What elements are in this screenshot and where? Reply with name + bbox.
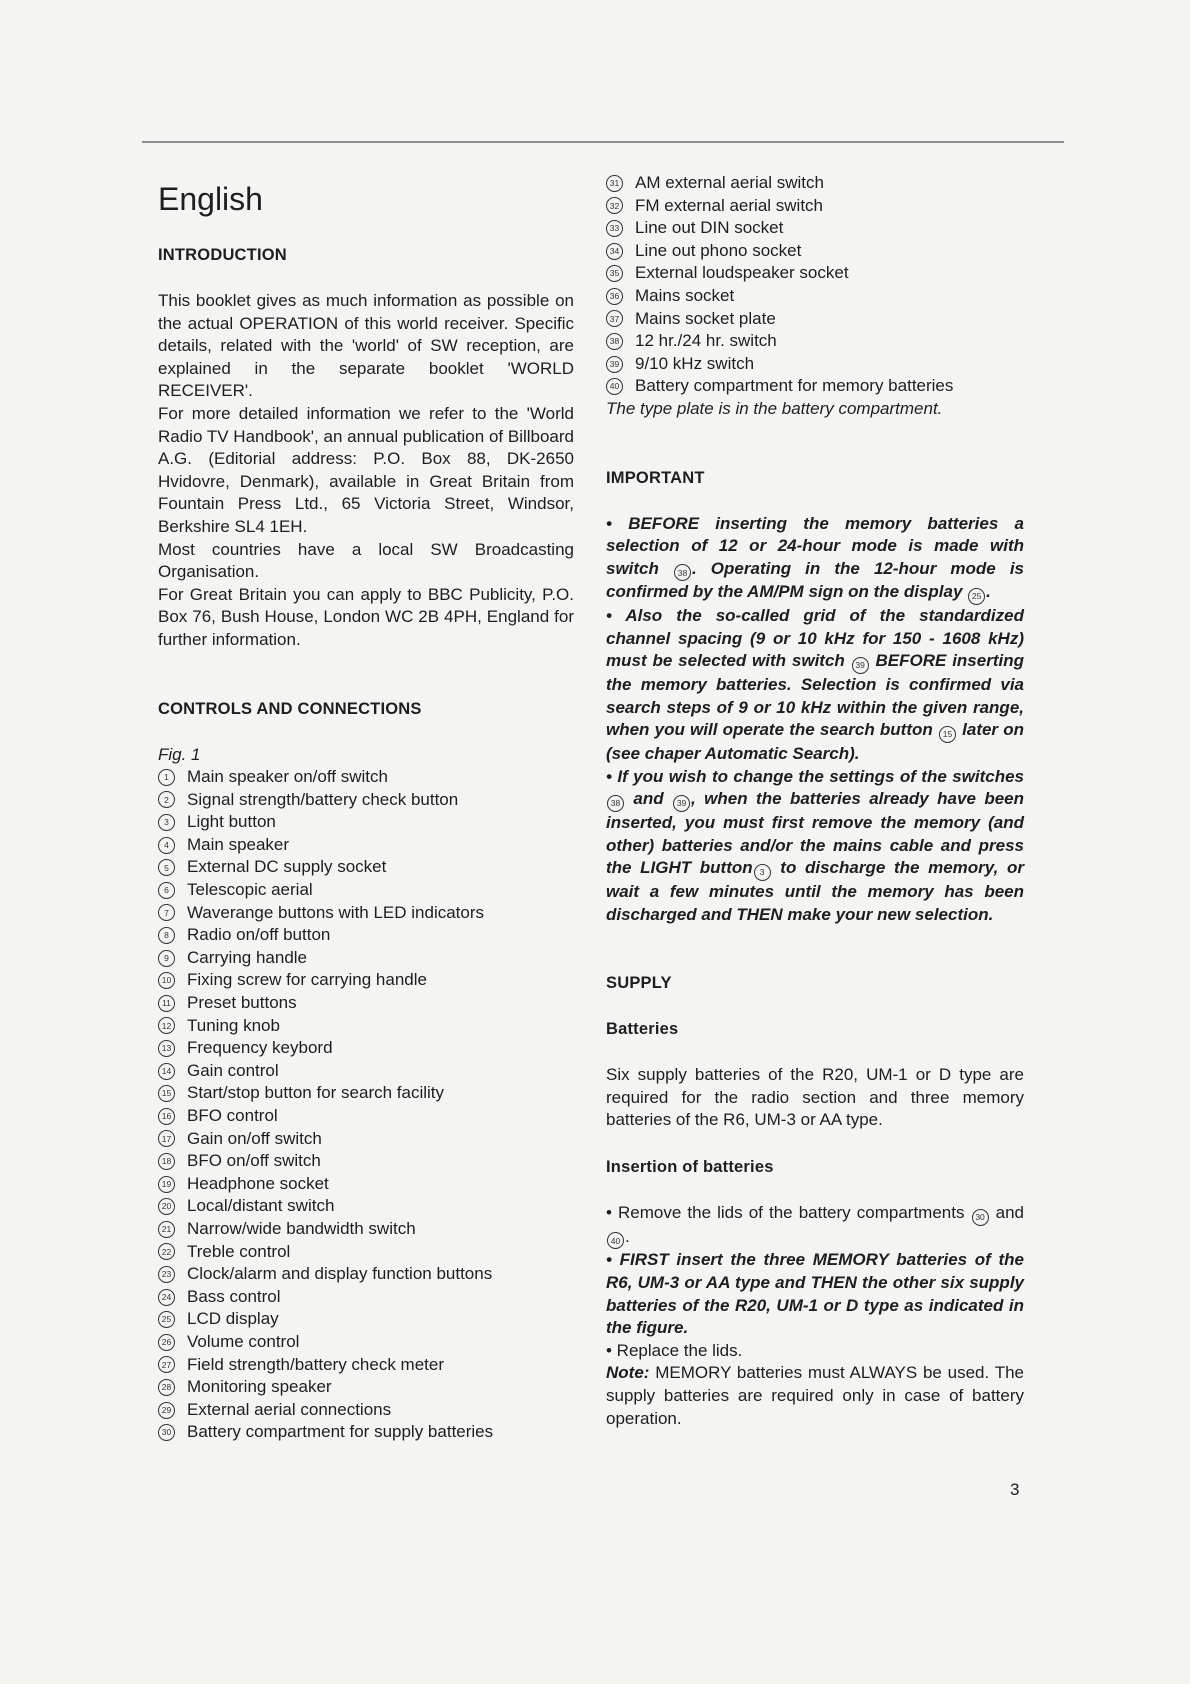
item-number: 14: [158, 1063, 175, 1080]
item-label: Gain on/off switch: [187, 1128, 322, 1148]
control-item: [158, 1331, 574, 1354]
item-number: 11: [158, 995, 175, 1012]
important-paragraph: • If you wish to change the settings of the switches 38 and 39 , when the batteries already have been inserted, you must first remove the memory (and other) batteries and/or the mains cable and press the LIGHT button 3 to discharge the memory, or wait a few minutes until the memory has been discharged and THEN make your new selection.: [606, 766, 1024, 924]
item-number: 38: [606, 333, 623, 350]
item-label: AM external aerial switch: [635, 173, 824, 192]
item-number: 36: [606, 288, 623, 305]
control-item: [158, 834, 574, 857]
fig-label: Fig. 1: [158, 744, 201, 764]
intro-paragraph: For more detailed information we refer to the 'World Radio TV Handbook', an annual publication of Billboard A.G. (Editorial address: P.O. Box 88, DK-2650 Hvidovre, Denmark), available in Great Britain from Fountain Press Ltd., 65 Victoria Street, Windsor, Berkshire SL4 1EH.: [158, 403, 574, 536]
item-number: 13: [158, 1040, 175, 1057]
control-item: [158, 766, 574, 789]
item-number: 33: [606, 220, 623, 237]
item-number: 21: [158, 1221, 175, 1238]
control-item: [158, 856, 574, 879]
control-item: [606, 262, 1024, 285]
intro-paragraph: This booklet gives as much information as possible on the actual OPERATION of this world receiver. Specific details, related with the 'world' of SW reception, are explained in the separate booklet 'WORLD RECEIVER'.: [158, 291, 574, 401]
intro-paragraph: Most countries have a local SW Broadcasting Organisation.: [158, 539, 574, 582]
control-item: [158, 879, 574, 902]
control-item: [158, 1308, 574, 1331]
insertion-step: • Remove the lids of the battery compartments 30 and 40 .: [606, 1202, 1024, 1250]
item-number: 9: [158, 950, 175, 967]
item-number: 26: [158, 1334, 175, 1351]
item-number: 35: [606, 265, 623, 282]
item-label: Main speaker on/off switch: [187, 767, 388, 787]
control-item: [158, 1150, 574, 1173]
control-item: [158, 1060, 574, 1083]
item-number: 30: [158, 1424, 175, 1441]
insertion-step: • FIRST insert the three MEMORY batteries of the R6, UM-3 or AA type and THEN the other six supply batteries of the R20, UM-1 or D type as indicated in the figure.: [606, 1250, 1024, 1338]
item-number: 16: [158, 1108, 175, 1125]
item-number: 18: [158, 1153, 175, 1170]
control-item: [606, 330, 1024, 353]
item-label: 9/10 kHz switch: [635, 353, 755, 373]
item-label: Gain control: [187, 1060, 279, 1080]
item-label: Tuning knob: [187, 1015, 280, 1035]
item-label: Signal strength/battery check button: [187, 789, 459, 809]
item-label: Fixing screw for carrying handle: [187, 970, 427, 990]
item-number: 10: [158, 972, 175, 989]
item-label: Start/stop button for search facility: [187, 1083, 445, 1103]
item-number: 6: [158, 882, 175, 899]
control-item: [158, 924, 574, 947]
right-column: [606, 172, 1024, 1430]
item-number: 8: [158, 927, 175, 944]
item-number: 2: [158, 791, 175, 808]
item-label: Frequency keybord: [187, 1038, 333, 1058]
item-label: Volume control: [187, 1331, 300, 1351]
item-number: 37: [606, 310, 623, 327]
important-paragraph: • Also the so-called grid of the standardized channel spacing (9 or 10 kHz for 150 - 1608 kHz) must be selected with switch 39 BEFORE inserting the memory batteries. Selection is confirmed via search steps of 9 or 10 kHz within the given range, when you will operate the search button 15 later on (see chaper Automatic Search).: [606, 606, 1025, 764]
control-item: [158, 902, 574, 925]
control-item: [606, 240, 1024, 263]
controls-heading: CONTROLS AND CONNECTIONS: [158, 699, 422, 718]
control-item: [158, 1105, 574, 1128]
item-label: Battery compartment for memory batteries: [635, 376, 954, 396]
item-label: Preset buttons: [187, 993, 297, 1013]
control-item: [158, 1399, 574, 1422]
control-item: [606, 375, 1024, 398]
item-label: Carrying handle: [187, 947, 308, 967]
important-heading: IMPORTANT: [606, 468, 705, 487]
batteries-text: Six supply batteries of the R20, UM-1 or D type are required for the radio section and three memory batteries of the R6, UM-3 or AA type.: [606, 1065, 1024, 1130]
item-label: Local/distant switch: [187, 1196, 335, 1216]
item-label: Mains socket: [635, 285, 735, 305]
item-label: Clock/alarm and display function buttons: [187, 1264, 493, 1284]
item-number: 39: [606, 356, 623, 373]
item-label: Field strength/battery check meter: [187, 1354, 445, 1374]
control-item: [606, 217, 1024, 240]
item-label: External DC supply socket: [187, 857, 387, 877]
item-number: 15: [158, 1085, 175, 1102]
control-item: [158, 789, 574, 812]
important-paragraph: • BEFORE inserting the memory batteries a selection of 12 or 24-hour mode is made with switch 38 . Operating in the 12-hour mode is confirmed by the AM/PM sign on the display 25 .: [606, 513, 1024, 606]
item-number: 23: [158, 1266, 175, 1283]
type-plate-note: The type plate is in the battery compartment.: [606, 398, 943, 418]
control-item: [158, 1173, 574, 1196]
item-number: 4: [158, 837, 175, 854]
item-label: Line out DIN socket: [635, 218, 784, 238]
batteries-heading: Batteries: [606, 1020, 679, 1039]
control-item: [158, 811, 574, 834]
control-item: [606, 353, 1024, 376]
item-number: 29: [158, 1402, 175, 1419]
item-number: 3: [158, 814, 175, 831]
insertion-heading: Insertion of batteries: [606, 1157, 774, 1176]
control-item: [606, 195, 1024, 218]
supply-heading: SUPPLY: [606, 974, 672, 993]
item-label: Main speaker: [187, 834, 290, 854]
control-item: [158, 1241, 574, 1264]
introduction-heading: INTRODUCTION: [158, 246, 287, 264]
item-label: Monitoring speaker: [187, 1377, 332, 1397]
item-label: Radio on/off button: [187, 925, 331, 945]
item-number: 20: [158, 1198, 175, 1215]
item-label: FM external aerial switch: [635, 195, 824, 215]
control-item: [606, 172, 1024, 195]
control-item: [158, 1195, 574, 1218]
control-item: [158, 1354, 574, 1377]
control-item: [158, 1263, 574, 1286]
item-label: Bass control: [187, 1286, 281, 1306]
item-number: 17: [158, 1130, 175, 1147]
item-number: 5: [158, 859, 175, 876]
item-number: 24: [158, 1289, 175, 1306]
control-item: [158, 1082, 574, 1105]
control-item: [158, 1015, 574, 1038]
control-item: [606, 285, 1024, 308]
item-number: 25: [158, 1311, 175, 1328]
item-number: 22: [158, 1243, 175, 1260]
item-label: Waverange buttons with LED indicators: [187, 902, 485, 922]
control-item: [158, 992, 574, 1015]
note-paragraph: Note: MEMORY batteries must ALWAYS be used. The supply batteries are required only in case of battery operation.: [606, 1363, 1024, 1428]
insertion-step: • Replace the lids.: [606, 1340, 743, 1360]
item-label: External loudspeaker socket: [635, 263, 849, 283]
intro-paragraph: For Great Britain you can apply to BBC Publicity, P.O. Box 76, Bush House, London WC 2B 4PH, England for further information.: [158, 584, 574, 649]
control-item: [158, 1128, 574, 1151]
item-label: External aerial connections: [187, 1399, 392, 1419]
item-number: 31: [606, 175, 623, 192]
controls-list-continued: [606, 172, 1024, 398]
item-label: Light button: [187, 812, 276, 832]
item-label: LCD display: [187, 1309, 279, 1329]
important-block: [606, 513, 1024, 927]
item-label: Battery compartment for supply batteries: [187, 1422, 494, 1442]
item-number: 7: [158, 904, 175, 921]
item-label: BFO on/off switch: [187, 1151, 321, 1171]
item-label: Headphone socket: [187, 1173, 329, 1193]
item-label: 12 hr./24 hr. switch: [635, 331, 777, 351]
item-number: 27: [158, 1356, 175, 1373]
control-item: [158, 1421, 574, 1444]
item-label: Line out phono socket: [635, 240, 802, 260]
item-number: 40: [606, 378, 623, 395]
item-label: BFO control: [187, 1106, 278, 1125]
left-column: [158, 172, 574, 1444]
item-label: Telescopic aerial: [187, 880, 313, 900]
item-number: 12: [158, 1017, 175, 1034]
control-item: [158, 1037, 574, 1060]
item-number: 19: [158, 1176, 175, 1193]
control-item: [158, 969, 574, 992]
control-item: [606, 308, 1024, 331]
language-title: English: [158, 181, 263, 217]
item-number: 34: [606, 243, 623, 260]
controls-list: [158, 766, 574, 1444]
item-label: Treble control: [187, 1241, 291, 1261]
control-item: [158, 1286, 574, 1309]
control-item: [158, 947, 574, 970]
item-label: Mains socket plate: [635, 308, 776, 328]
control-item: [158, 1376, 574, 1399]
item-label: Narrow/wide bandwidth switch: [187, 1218, 416, 1238]
item-number: 32: [606, 197, 623, 214]
header-rule: [142, 141, 1064, 143]
page-number: 3: [1010, 1480, 1020, 1499]
item-number: 28: [158, 1379, 175, 1396]
item-number: 1: [158, 769, 175, 786]
control-item: [158, 1218, 574, 1241]
